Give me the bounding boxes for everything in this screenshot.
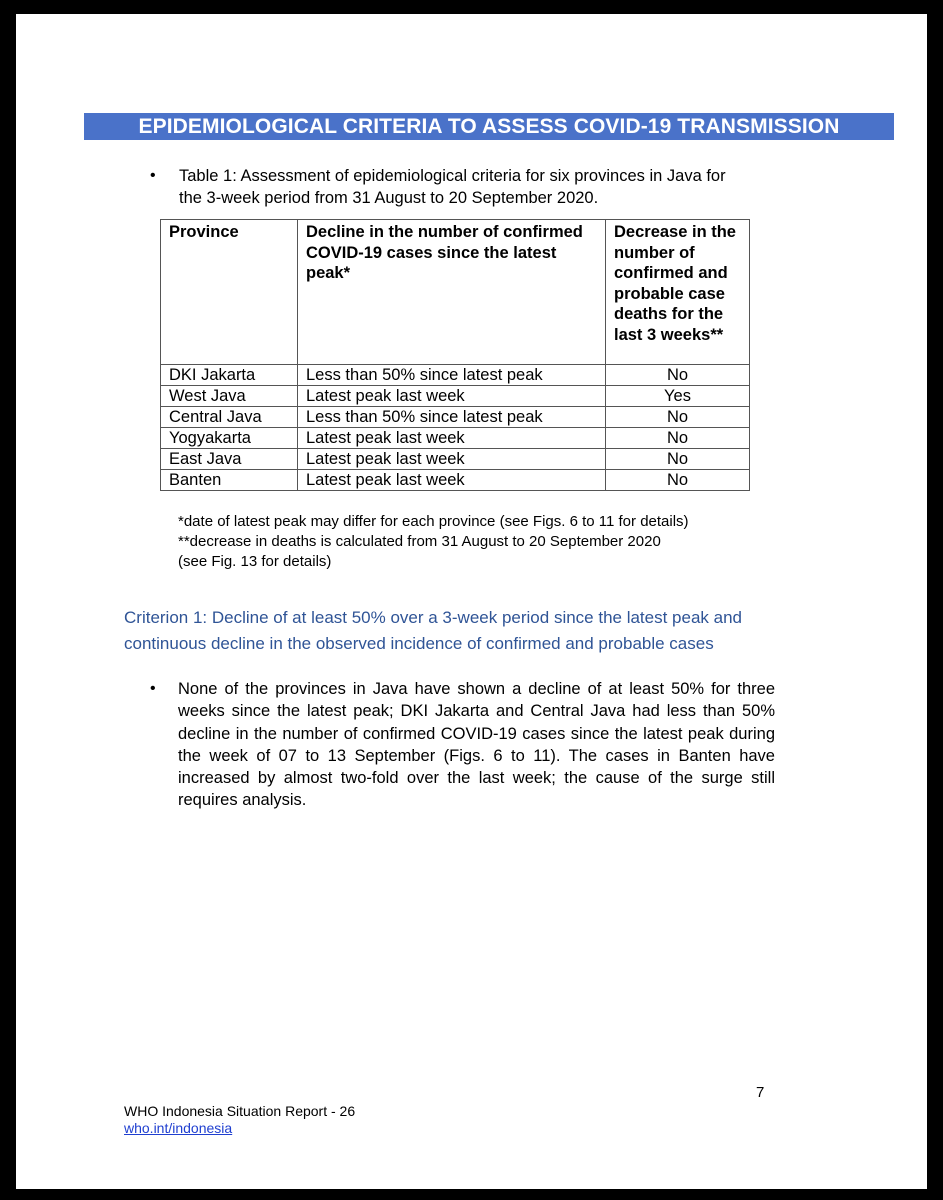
cell-province: West Java: [161, 386, 298, 407]
footer-report-title: WHO Indonesia Situation Report - 26: [124, 1103, 356, 1119]
table-caption-line: the 3-week period from 31 August to 20 September 2020.: [179, 189, 599, 207]
table-row: [161, 386, 750, 407]
cell-decline: Less than 50% since latest peak: [298, 407, 606, 428]
findings-text: None of the provinces in Java have shown a decline of at least 50% for three weeks since the latest peak; DKI Jakarta and Central Java had less than 50% decline in the number of confirmed COVID-19 cases since the latest peak during the week of 07 to 13 September (Figs. 6 to 11). The cases in Banten have increased by almost two-fold over the last week; the cause of the surge still requires analysis.: [178, 680, 775, 810]
table-row: [161, 428, 750, 449]
footnote: (see Fig. 13 for details): [178, 553, 332, 570]
criterion-heading: [124, 605, 804, 657]
header-decrease: Decrease in the number of confirmed and probable case deaths for the last 3 weeks**: [606, 220, 750, 365]
table-row: [161, 407, 750, 428]
cell-decrease: Yes: [606, 386, 750, 407]
cell-decrease: No: [606, 449, 750, 470]
cell-decline: Less than 50% since latest peak: [298, 365, 606, 386]
cell-decrease: No: [606, 365, 750, 386]
findings-paragraph: [150, 678, 775, 812]
cell-province: Central Java: [161, 407, 298, 428]
header-decline: Decline in the number of confirmed COVID-19 cases since the latest peak*: [298, 220, 606, 365]
cell-decline: Latest peak last week: [298, 386, 606, 407]
section-heading-banner: [84, 113, 894, 140]
table-row: [161, 365, 750, 386]
header-province: Province: [161, 220, 298, 365]
table-header-row: [161, 220, 750, 365]
cell-province: Banten: [161, 470, 298, 491]
cell-decrease: No: [606, 470, 750, 491]
table-row: [161, 449, 750, 470]
bullet-icon: •: [150, 680, 156, 697]
cell-province: East Java: [161, 449, 298, 470]
footnote: *date of latest peak may differ for each province (see Figs. 6 to 11 for details): [178, 513, 689, 530]
criterion-line: Criterion 1: Decline of at least 50% over a 3-week period since the latest peak and: [124, 608, 743, 627]
cell-province: Yogyakarta: [161, 428, 298, 449]
cell-decline: Latest peak last week: [298, 428, 606, 449]
cell-decline: Latest peak last week: [298, 449, 606, 470]
assessment-table: [160, 219, 750, 491]
table-caption-line: Table 1: Assessment of epidemiological criteria for six provinces in Java for: [179, 167, 726, 185]
bullet-icon: •: [150, 167, 156, 184]
criterion-line: continuous decline in the observed incidence of confirmed and probable cases: [124, 634, 714, 653]
cell-decrease: No: [606, 407, 750, 428]
cell-decline: Latest peak last week: [298, 470, 606, 491]
table-row: [161, 470, 750, 491]
section-heading: EPIDEMIOLOGICAL CRITERIA TO ASSESS COVID-19 TRANSMISSION: [138, 115, 840, 138]
table-footnotes: [178, 512, 689, 572]
page-number: 7: [756, 1084, 765, 1101]
cell-decrease: No: [606, 428, 750, 449]
footer-link[interactable]: who.int/indonesia: [124, 1120, 233, 1136]
document-page: [16, 14, 927, 1189]
cell-province: DKI Jakarta: [161, 365, 298, 386]
page-footer: [124, 1103, 355, 1137]
footnote: **decrease in deaths is calculated from 31 August to 20 September 2020: [178, 533, 661, 550]
